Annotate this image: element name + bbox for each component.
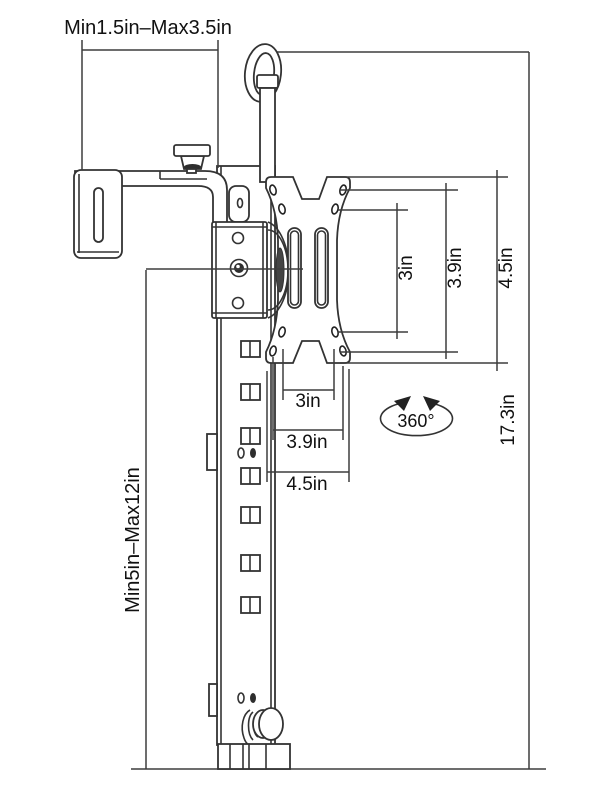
hole-pair bbox=[241, 555, 260, 571]
pivot-bolt bbox=[234, 263, 244, 273]
rotation-symbol bbox=[381, 396, 453, 436]
pivot-bolt-highlight bbox=[236, 265, 240, 269]
vesa-vertical-dimensions bbox=[338, 170, 517, 371]
vesa-plate-width-label: 4.5in bbox=[286, 474, 328, 495]
overall-height-label: 17.3in bbox=[498, 394, 519, 446]
base-foot bbox=[218, 744, 290, 769]
arm-pole-bracket bbox=[229, 186, 249, 222]
strap-cap bbox=[257, 75, 278, 88]
foot-block bbox=[218, 744, 290, 769]
hole-pair bbox=[241, 384, 260, 400]
vesa-outer-vertical-label: 3.9in bbox=[445, 247, 466, 289]
hole-pair bbox=[241, 507, 260, 523]
pole-height-dimension-label: Min5in–Max12in bbox=[122, 467, 144, 613]
top-hook bbox=[242, 42, 284, 182]
vesa-plate-height-label: 4.5in bbox=[496, 247, 517, 289]
pole-side-tab-upper bbox=[207, 434, 217, 470]
hole-pair bbox=[241, 341, 260, 357]
vesa-plate-assembly bbox=[266, 177, 350, 363]
thumbscrew bbox=[174, 145, 210, 173]
rotation-arrow-left bbox=[394, 396, 411, 411]
clamp-width-dimension-label: Min1.5in–Max3.5in bbox=[64, 17, 232, 39]
vesa-inner-horizontal-label: 3in bbox=[295, 391, 321, 412]
thumbscrew-stem bbox=[187, 169, 196, 173]
pole-bottom-hole-filled bbox=[250, 693, 256, 703]
thumbscrew-cap bbox=[174, 145, 210, 156]
hanger-strap bbox=[260, 88, 275, 182]
vesa-outer-horizontal-label: 3.9in bbox=[286, 432, 328, 453]
pole-pin-hole-filled bbox=[250, 448, 256, 458]
overall-height-dimension bbox=[498, 394, 519, 446]
pole-slide-plate bbox=[212, 222, 267, 318]
hole-pair bbox=[241, 428, 260, 444]
rotation-arrow-right bbox=[423, 396, 440, 411]
knob-face bbox=[259, 708, 283, 740]
pivot-lens bbox=[276, 248, 284, 292]
vesa-horizontal-dimensions bbox=[267, 349, 349, 495]
pole-side-tab-lower bbox=[209, 684, 217, 716]
clamp-plate-slot bbox=[94, 188, 103, 242]
vesa-inner-vertical-label: 3in bbox=[396, 255, 417, 281]
rotation-label: 360° bbox=[397, 411, 435, 431]
hole-pair bbox=[241, 468, 260, 484]
hole-pair bbox=[241, 597, 260, 613]
